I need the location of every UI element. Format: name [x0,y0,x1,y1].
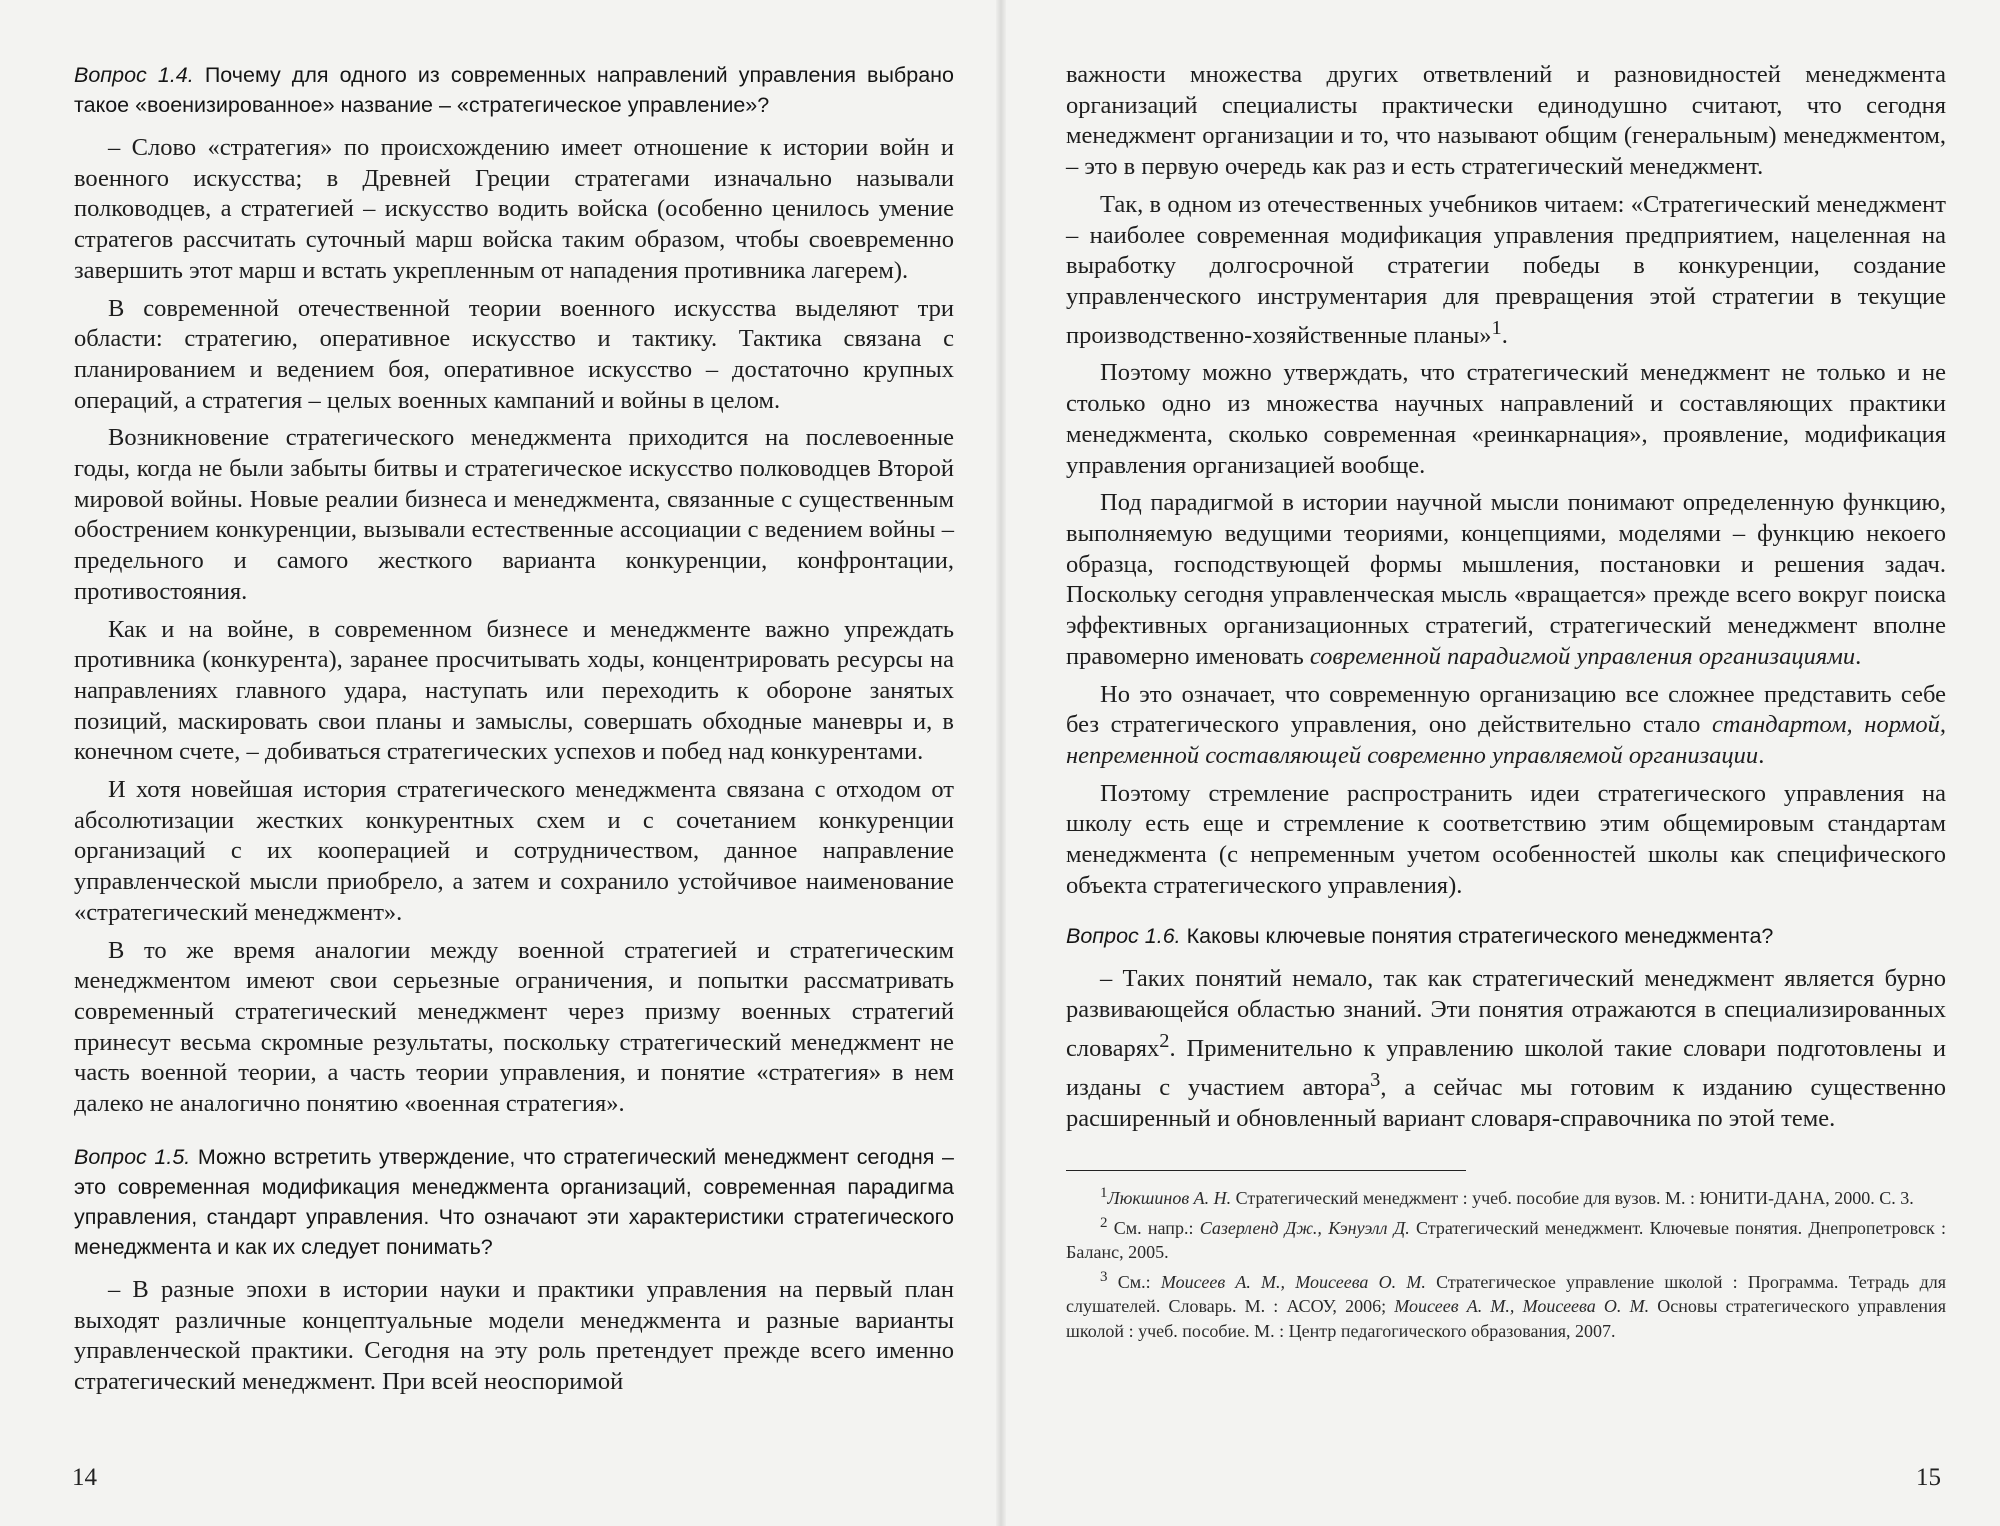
text: – Таких понятий немало, так как стратегический менеджмент является бурно развивающейся областью знаний. Эти понятия отражаются в специализированных словарях [1066,965,1946,1062]
paragraph-standard [1066,680,1946,772]
footnote-ref: 1 [1491,316,1502,339]
footnote-ref: 3 [1370,1068,1381,1091]
question-number: Вопрос 1.4. [74,63,194,87]
footnote [1066,1265,1946,1344]
question-number: Вопрос 1.5. [74,1144,191,1169]
paragraph: Поэтому можно утверждать, что стратегический менеджмент не только и не столько одно из множества научных направлений и составляющих практики менеджмента, сколько современная «реинкарнация», проявление, модификация управления организацией вообще. [1066,359,1946,479]
paragraph: Как и на войне, в современном бизнесе и менеджменте важно упреждать противника (конкурента), заранее просчитывать ходы, концентрировать ресурсы на направлениях главного удара, наступать или переходить к обороне занятых позиций, маскировать свои планы и замыслы, совершать обходные маневры и, в конечном счете, – добиваться стратегических успехов и побед над конкурентами. [74,615,954,766]
paragraph: Возникновение стратегического менеджмента приходится на послевоенные годы, когда не были забыты битвы и стратегическое искусство полководцев Второй мировой войны. Новые реалии бизнеса и менеджмента, связанные с существенным обострением конкуренции, вызывали естественные ассоциации с ведением войны – предельного и самого жесткого варианта конкуренции, конфронтации, противостояния. [74,424,954,605]
question-text: Каковы ключевые понятия стратегического менеджмента? [1186,924,1774,949]
question-text: Можно встретить утверждение, что стратегический менеджмент сегодня – это современная модификация менеджмента организаций, современная парадигма управления, стандарт управления. Что означают эти характеристики стратегического менеджмента и как их следует понимать? [74,1144,954,1259]
footnote-text: Стратегический менеджмент. Ключевые понятия. Днепропетровск : Баланс, 2005. [1066,1217,1946,1263]
paragraph-concepts [1066,964,1946,1134]
footnote-author: Сазерленд Дж., Кэнуэлл Д. [1199,1217,1410,1238]
footnote-author: Люкшинов А. Н. [1107,1188,1232,1209]
footnote-number: 2 [1100,1214,1108,1231]
footnote-text: См.: [1107,1271,1161,1292]
paragraph: – В разные эпохи в истории науки и практики управления на первый план выходят различные концептуальные модели менеджмента и разные варианты управленческой практики. Сегодня на эту роль претендует прежде всего именно стратегический менеджмент. При всей неоспоримой [74,1275,954,1395]
question-1-4 [74,60,954,120]
paragraph-continued: важности множества других ответвлений и разновидностей менеджмента организаций специалисты практически единодушно считают, что сегодня менеджмент организации и то, что называют общим (генеральным) менеджментом, – это в первую очередь как раз и есть стратегический менеджмент. [1066,61,1946,181]
paragraph: В современной отечественной теории военного искусства выделяют три области: стратегию, оперативное искусство и тактику. Тактика связана с планированием и ведением боя, оперативное искусство – достаточно крупных операций, а стратегия – целых военных кампаний и войны в целом. [74,294,954,414]
footnote-number: 3 [1100,1268,1108,1285]
footnote-text: Стратегическое управление школой : Программа. Тетрадь для слушателей. Словарь. М. : АСОУ, 2006; [1066,1271,1946,1317]
paragraph: В то же время аналогии между военной стратегией и стратегическим менеджментом имеют свои серьезные ограничения, и попытки рассматривать современный стратегический менеджмент через призму военных стратегий принесут весьма скромные результаты, поскольку стратегический менеджмент не часть военной теории, а часть теории управления, и понятие «стратегия» в нем далеко не аналогично понятию «военная стратегия». [74,936,954,1118]
emphasis: современной парадигмой управления организациями [1309,642,1856,670]
text: Но это означает, что современную организацию все сложнее представить себе без стратегического управления, оно действительно стало [1066,680,1946,739]
question-number: Вопрос 1.6. [1066,924,1181,949]
footnote-ref: 2 [1159,1029,1170,1052]
paragraph: – Слово «стратегия» по происхождению имеет отношение к истории войн и военного искусства; в Древней Греции стратегами изначально называли полководцев, а стратегией – искусство водить войска (особенно ценилось умение стратегов рассчитать суточный марш войска таким образом, чтобы своевременно завершить этот марш и встать укрепленным от нападения противника лагерем). [74,134,954,284]
footnote-text: Стратегический менеджмент : учеб. пособие для вузов. М. : ЮНИТИ-ДАНА, 2000. С. 3. [1231,1188,1914,1209]
paragraph-paradigm [1066,488,1946,672]
text: . Применительно к управлению школой такие словари подготовлены и изданы с участием автора [1066,1035,1946,1101]
page-number-left: 14 [72,1464,97,1491]
footnote-text: См. напр.: [1107,1217,1200,1238]
text: . [1501,321,1508,349]
paragraph: И хотя новейшая история стратегического менеджмента связана с отходом от абсолютизации жестких конкурентных схем и с сочетанием конкуренции организаций с их кооперацией и сотрудничеством, данное направление управленческой мысли приобрело, а затем и сохранило устойчивое наименование «стратегический менеджмент». [74,776,954,926]
question-1-5 [74,1142,954,1262]
footnote-author: Моисеев А. М., Моисеева О. М. [1394,1296,1650,1317]
footnote-divider [1066,1170,1466,1171]
text: , а сейчас мы готовим к изданию существенно расширенный и обновленный вариант словаря-справочника по этой теме. [1066,1073,1946,1132]
text: Под парадигмой в истории научной мысли понимают определенную функцию, выполняемую ведущими теориями, концепциями, моделями – функцию некоего образца, господствующей формы мышления, постановки и решения задач. Поскольку сегодня управленческая мысль «вращается» прежде всего вокруг поиска эффективных организационных стратегий, стратегический менеджмент вполне правомерно именовать [1066,489,1946,670]
text: . [1758,741,1765,769]
left-page [74,60,954,1405]
question-1-6 [1066,921,1946,951]
footnote-author: Моисеев А. М., Моисеева О. М. [1160,1271,1426,1292]
footnote-number: 1 [1100,1185,1108,1202]
text: Так, в одном из отечественных учебников читаем: «Стратегический менеджмент – наиболее современная модификация управления предприятием, нацеленная на выработку долгосрочной стратегии победы в конкуренции, создание управленческого инструментария для превращения этой стратегии в текущие производственно-хозяйственные планы» [1066,190,1946,349]
paragraph-quote [1066,190,1946,352]
question-text: Почему для одного из современных направлений управления выбрано такое «военизированное» название – «стратегическое управление»? [74,63,954,117]
footnote-text: Основы стратегического управления школой : учеб. пособие. М. : Центр педагогического образования, 2007. [1066,1296,1946,1341]
text: . [1855,642,1862,670]
footnote [1066,1211,1946,1265]
page-number-right: 15 [1916,1464,1941,1491]
footnote [1066,1181,1946,1211]
emphasis: стандартом, нормой, непременной составляющей современно управляемой организации [1066,711,1946,769]
right-page [1066,60,1946,1343]
paragraph: Поэтому стремление распространить идеи стратегического управления на школу есть еще и стремление к соответствию этим общемировым стандартам менеджмента (с непременным учетом особенностей школы как специфического объекта стратегического управления). [1066,779,1946,899]
book-fold [996,0,1006,1526]
